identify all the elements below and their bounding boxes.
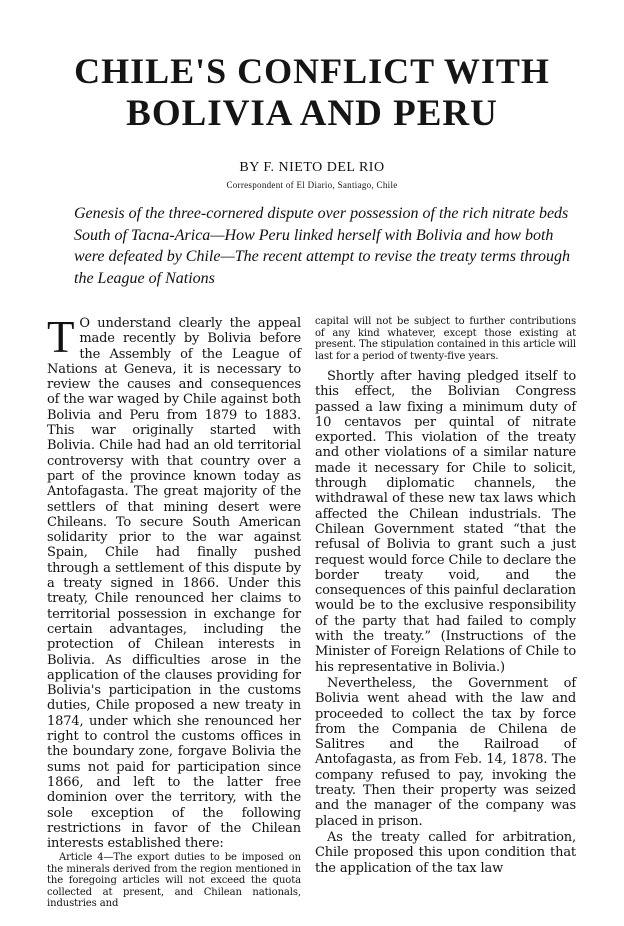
paragraph-tax-collection: Nevertheless, the Government of Bolivia went ahead with the law and proceeded to collect the tax by force from the Compania de Chilena de Salitres and the Railroad of Antofagasta, as from Feb. 14, 1878. The company refused to pay, invoking the treaty. Then their property was seized and the manager of the company was placed in prison. [315,675,576,829]
drop-cap: T [47,312,75,362]
headline-line-1: CHILE'S CONFLICT WITH [74,51,550,91]
paragraph-bolivian-congress: Shortly after having pledged itself to this effect, the Bolivian Congress passed a law fixing a minimum duty of 10 centavos per quintal of nitrate exported. This violation of the treaty and other violations of a similar nature made it necessary for Chile to solicit, through diplomatic channels, the withdrawal of these new tax laws which affected the Chilean industrials. The Chilean Government stated “that the refusal of Bolivia to grant such a just request would force Chile to declare the border treaty void, and the consequences of this painful declaration would be to the exclusive responsibility of the party that had failed to comply with the treaty.” (Instructions of the Minister of Foreign Relations of Chile to his representative in Bolivia.) [315,369,576,675]
right-column [315,316,576,876]
paragraph-arbitration: As the treaty called for arbitration, Chile proposed this upon condition that the application of the tax law [315,829,576,876]
article-deck: Genesis of the three-cornered dispute over possession of the rich nitrate beds South of Tacna-Arica—How Peru linked herself with Bolivia and how both were defeated by Chile—The recent attempt to revise the treaty terms through the League of Nations [74,205,571,287]
left-column [47,312,301,910]
treaty-article-quote-continued: capital will not be subject to further contributions of any kind whatever, except those existing at present. The stipulation contained in this article will last for a period of twenty-five years. [315,316,576,362]
byline: BY F. NIETO DEL RIO [239,160,385,175]
headline-line-2: BOLIVIA AND PERU [126,93,498,134]
treaty-article-quote: Article 4—The export duties to be imposed on the minerals derived from the region mentioned in the foregoing articles will not exceed the quota collected at present, and Chilean nationals, industries and [47,852,301,910]
opening-paragraph [47,312,301,852]
opening-paragraph-text: O understand clearly the appeal made recently by Bolivia before the Assembly of the League of Nations at Geneva, it is necessary to review the causes and consequences of the war waged by Chile against both Bolivia and Peru from 1879 to 1883. This war originally started with Bolivia. Chile had had an old territorial controversy with that country over a part of the province known today as Antofagasta. The great majority of the settlers of that mining desert were Chileans. To secure South American solidarity prior to the war against Spain, Chile had finally pushed through a settlement of this dispute by a treaty signed in 1866. Under this treaty, Chile renounced her claims to territorial possession in exchange for certain advantages, including the protection of Chilean interests in Bolivia. As difficulties arose in the application of the clauses providing for Bolivia's participation in the customs duties, Chile proposed a new treaty in 1874, under which she renounced her right to control the customs offices in the boundary zone, forgave Bolivia the sums not paid for participation since 1866, and left to the latter free dominion over the territory, with the sole exception of the following restrictions in favor of the Chilean interests established there: [47,316,301,852]
correspondent-credit: Correspondent of El Diario, Santiago, Chile [226,180,398,190]
